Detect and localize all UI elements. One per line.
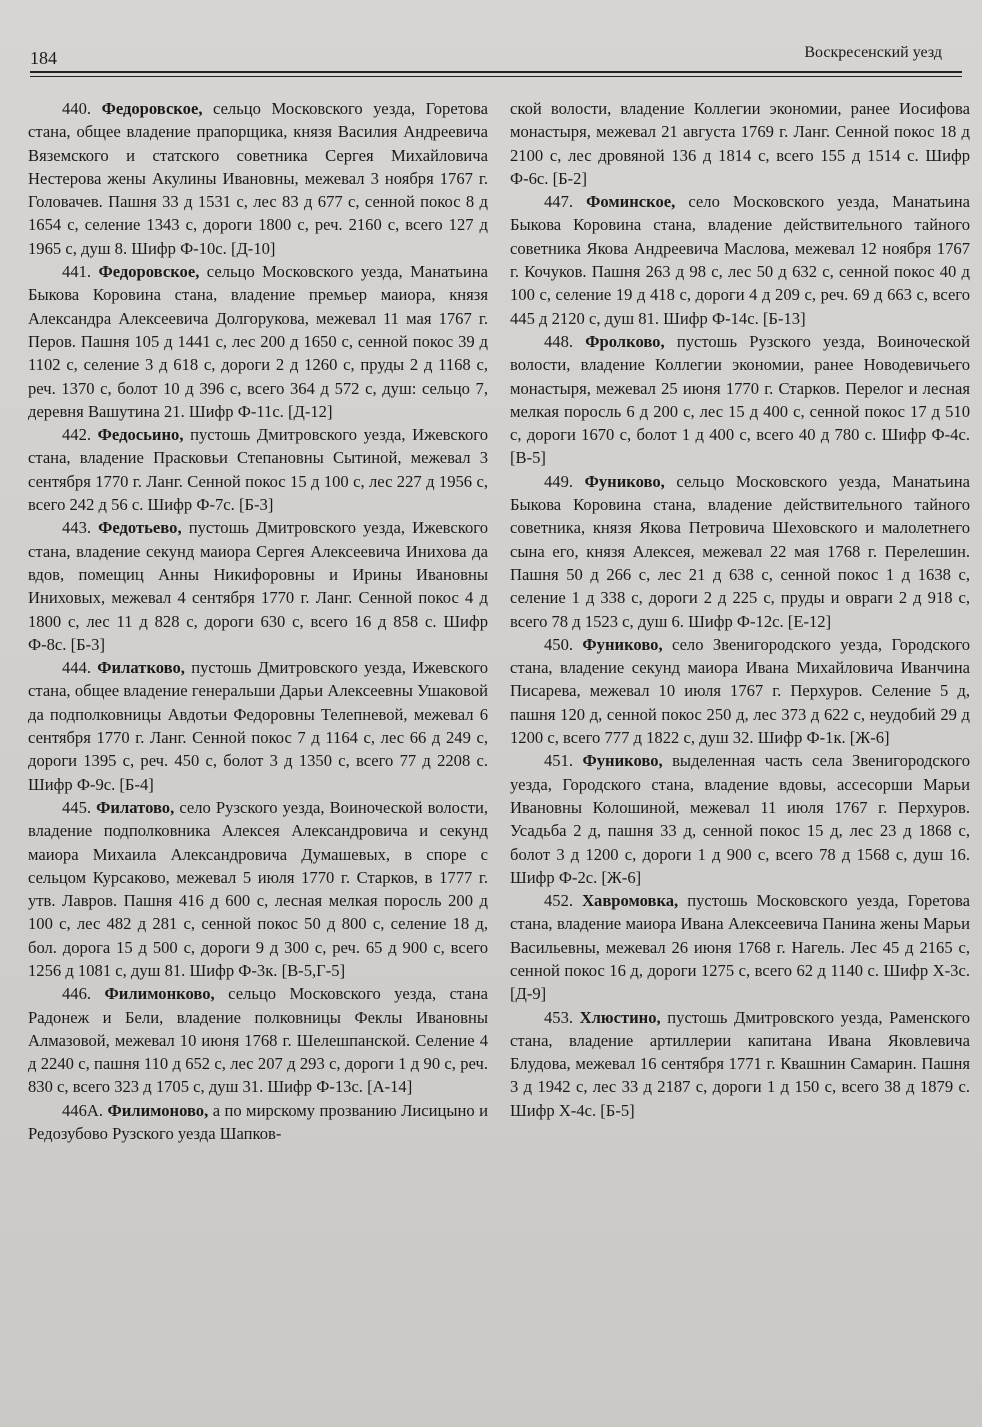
entry-number: 449. <box>544 471 574 491</box>
entry <box>510 749 970 889</box>
entry-number: 450. <box>544 634 574 654</box>
entry <box>510 1006 970 1122</box>
entry-number: 446. <box>62 984 92 1004</box>
place-name: Фуниково, <box>582 634 663 654</box>
entry-number: 444. <box>62 658 92 678</box>
entry-number: 442. <box>62 425 92 445</box>
entry-text: ской волости, владение Коллегии экономии, ранее Иосифова монастыря, межевал 21 августа 1769 г. Ланг. Сенной покос 18 д 2100 с, лес дровяной 136 д 1814 с, всего 155 д 1514 с. Шифр Ф-6с. [Б-2] <box>510 99 970 188</box>
place-name: Федосьино, <box>97 425 184 445</box>
header-rule-thin <box>30 76 962 77</box>
place-name: Хлюстино, <box>579 1007 661 1027</box>
entry-text: село Московского уезда, Манатьина Быкова Коровина стана, владение действительного тайного советника Якова Андреевича Маслова, межевал 12 ноября 1767 г. Кочуков. Пашня 263 д 98 с, лес 50 д 632 с, сенной покос 40 д 100 с, селение 19 д 418 с, дороги 4 д 209 с, реч. 69 д 663 с, всего 445 д 2120 с, душ 81. Шифр Ф-14с. [Б-13] <box>510 192 970 328</box>
left-column <box>28 97 488 1417</box>
entry <box>510 633 970 749</box>
page-header <box>30 44 962 80</box>
entry <box>510 330 970 470</box>
entry <box>28 982 488 1098</box>
place-name: Филимоново, <box>107 1100 209 1120</box>
entry-text: пустошь Дмитровского уезда, Ижевского стана, общее владение генеральши Дарьи Алексеевны Ушаковой да подполковницы Авдотьи Федоровны Телепневой, межевал 6 сентября 1770 г. Ланг. Сенной покос 7 д 1164 с, лес 66 д 249 с, дороги 1395 с, реч. 450 с, болот 3 д 1350 с, всего 77 д 2208 с. Шифр Ф-9с. [Б-4] <box>28 658 488 794</box>
place-name: Филатково, <box>97 658 185 678</box>
entry-number: 452. <box>544 891 574 911</box>
entry-number: 441. <box>62 262 92 282</box>
place-name: Фролково, <box>585 331 665 351</box>
entry-number: 448. <box>544 331 574 351</box>
place-name: Федоровское, <box>98 262 200 282</box>
entry <box>28 796 488 982</box>
right-column <box>510 97 970 1417</box>
entry <box>28 1099 488 1146</box>
place-name: Хавромовка, <box>582 891 679 911</box>
entry-number: 451. <box>544 751 574 771</box>
entry-number: 447. <box>544 192 574 212</box>
place-name: Филатово, <box>96 797 175 817</box>
place-name: Фоминское, <box>586 192 676 212</box>
entry <box>28 656 488 796</box>
entry-text: сельцо Московского уезда, стана Радонеж и Бели, владение полковницы Феклы Ивановны Алмазовой, межевал 10 июня 1768 г. Шелешпанской. Селение 4 д 2240 с, пашня 110 д 652 с, лес 207 д 293 с, дороги 1 д 90 с, реч. 830 с, всего 323 д 1705 с, душ 31. Шифр Ф-13с. [А-14] <box>28 984 488 1097</box>
entry-text: пустошь Дмитровского уезда, Ижевского стана, владение секунд маиора Сергея Алексеевича Инихова да вдов, помещиц Анны Никифоровны и Ирины Ивановны Иниховых, межевал 4 сентября 1770 г. Ланг. Сенной покос 4 д 1800 с, лес 11 д 828 с, дороги 630 с, всего 16 д 858 с. Шифр Ф-8с. [Б-3] <box>28 518 488 654</box>
entry <box>28 260 488 423</box>
place-name: Филимонково, <box>104 984 215 1004</box>
place-name: Федотьево, <box>98 518 182 538</box>
running-title: Воскресенский уезд <box>804 44 942 61</box>
entry-text: пустошь Московского уезда, Горетова стана, владение маиора Ивана Алексеевича Панина жены Марьи Васильевны, межевал 26 июня 1768 г. Нагель. Лес 45 д 2165 с, сенной покос 16 д, дороги 1275 с, всего 62 д 1140 с. Шифр Х-3с. [Д-9] <box>510 891 970 1004</box>
entry <box>28 516 488 656</box>
entry-text: село Рузского уезда, Воиноческой волости, владение подполковника Алексея Александровича и секунд маиора Михаила Александровича Думашевых, в споре с сельцом Курсаково, межевал 5 июля 1770 г. Старков, в 1777 г. утв. Лавров. Пашня 416 д 600 с, лесная мелкая поросль 200 д 100 с, лес 482 д 281 с, сенной покос 50 д 800 с, селение 18 д, бол. дорога 15 д 500 с, дороги 9 д 300 с, реч. 65 д 900 с, всего 1256 д 1081 с, душ 81. Шифр Ф-3к. [В-5,Г-5] <box>28 797 488 980</box>
header-rule <box>30 71 962 73</box>
entry-text: сельцо Московского уезда, Горетова стана, общее владение прапорщика, князя Василия Андреевича Вяземского и статского советника Сергея Михайловича Нестерова жены Акулины Ивановны, межевал 3 ноября 1767 г. Головачев. Пашня 33 д 1531 с, лес 83 д 677 с, сенной покос 8 д 1654 с, селение 1343 с, дороги 1800 с, реч. 2160 с, всего 127 д 1965 с, душ 8. Шифр Ф-10с. [Д-10] <box>28 99 488 258</box>
entry <box>510 470 970 633</box>
entry-text: пустошь Дмитровского уезда, Ижевского стана, владение Прасковьи Степановны Сытиной, межевал 3 сентября 1770 г. Ланг. Сенной покос 15 д 100 с, лес 227 д 1956 с, всего 242 д 56 с. Шифр Ф-7с. [Б-3] <box>28 425 488 515</box>
entry-number: 445. <box>62 797 92 817</box>
entry <box>510 889 970 1005</box>
entry-text: выделенная часть села Звенигородского уезда, Городского стана, владение вдовы, ассесорши Марьи Ивановны Колошиной, межевал 11 июля 1767 г. Перхуров. Усадьба 2 д, пашня 33 д, сенной покос 15 д, лес 23 д 1868 с, болот 3 д 1200 с, дороги 1 д 900 с, всего 78 д 1568 с, душ 16. Шифр Ф-2с. [Ж-6] <box>510 751 970 887</box>
entry <box>28 423 488 516</box>
entry-number: 446А. <box>62 1100 104 1120</box>
place-name: Фуниково, <box>582 751 663 771</box>
place-name: Федоровское, <box>101 99 203 118</box>
entry-text: сельцо Московского уезда, Манатьина Быкова Коровина стана, владение действительного тайного советника, князя Якова Петровича Шеховского и малолетнего сына его, князя Алексея, межевал 22 мая 1768 г. Перелешин. Пашня 50 д 266 с, лес 21 д 638 с, сенной покос 1 д 1638 с, селение 1 д 338 с, дороги 2 д 225 с, пруды и овраги 2 д 918 с, всего 78 д 1523 с, душ 6. Шифр Ф-12с. [Е-12] <box>510 471 970 631</box>
place-name: Фуниково, <box>584 471 665 491</box>
entry-text: а по мирскому прозванию Лисицыно и Редозубово Рузского уезда Шапков- <box>28 1100 488 1144</box>
entry-number: 453. <box>544 1007 574 1027</box>
entry-number: 443. <box>62 518 92 538</box>
entry-text: пустошь Дмитровского уезда, Раменского стана, владение артиллерии капитана Ивана Яковлевича Блудова, межевал 16 сентября 1771 г. Квашнин Самарин. Пашня 3 д 1942 с, лес 33 д 2187 с, дороги 1 д 150 с, всего 38 д 1879 с. Шифр Х-4с. [Б-5] <box>510 1007 970 1120</box>
entry-text: пустошь Рузского уезда, Воиноческой волости, владение Коллегии экономии, ранее Новодевичьего монастыря, межевал 25 июня 1770 г. Старков. Перелог и лесная мелкая поросль 6 д 200 с, лес 15 д 400 с, сенной покос 17 д 510 с, дороги 1670 с, болот 1 д 400 с, всего 40 д 780 с. Шифр Ф-4с. [В-5] <box>510 331 970 468</box>
page-number: 184 <box>30 48 57 68</box>
text-columns <box>28 97 970 1417</box>
entry <box>510 190 970 330</box>
entry-text: село Звенигородского уезда, Городского стана, владение секунд маиора Ивана Михайловича Иванчина Писарева, межевал 10 июля 1767 г. Перхуров. Селение 5 д, пашня 120 д, сенной покос 250 д, лес 373 д 622 с, неудобий 29 д 1200 с, всего 777 д 1822 с, душ 32. Шифр Ф-1к. [Ж-6] <box>510 634 970 748</box>
entry-text: сельцо Московского уезда, Манатьина Быкова Коровина стана, владение премьер маиора, князя Александра Алексеевича Долгорукова, межевал 11 мая 1767 г. Перов. Пашня 105 д 1441 с, лес 200 д 1650 с, сенной покос 39 д 1102 с, селение 3 д 618 с, дороги 2 д 1260 с, пруды 2 д 1168 с, реч. 1370 с, болот 10 д 396 с, всего 364 д 572 с, душ: сельцо 7, деревня Вашутина 21. Шифр Ф-11с. [Д-12] <box>28 262 488 421</box>
entry <box>510 97 970 190</box>
entry-number: 440. <box>62 99 92 118</box>
entry <box>28 97 488 260</box>
